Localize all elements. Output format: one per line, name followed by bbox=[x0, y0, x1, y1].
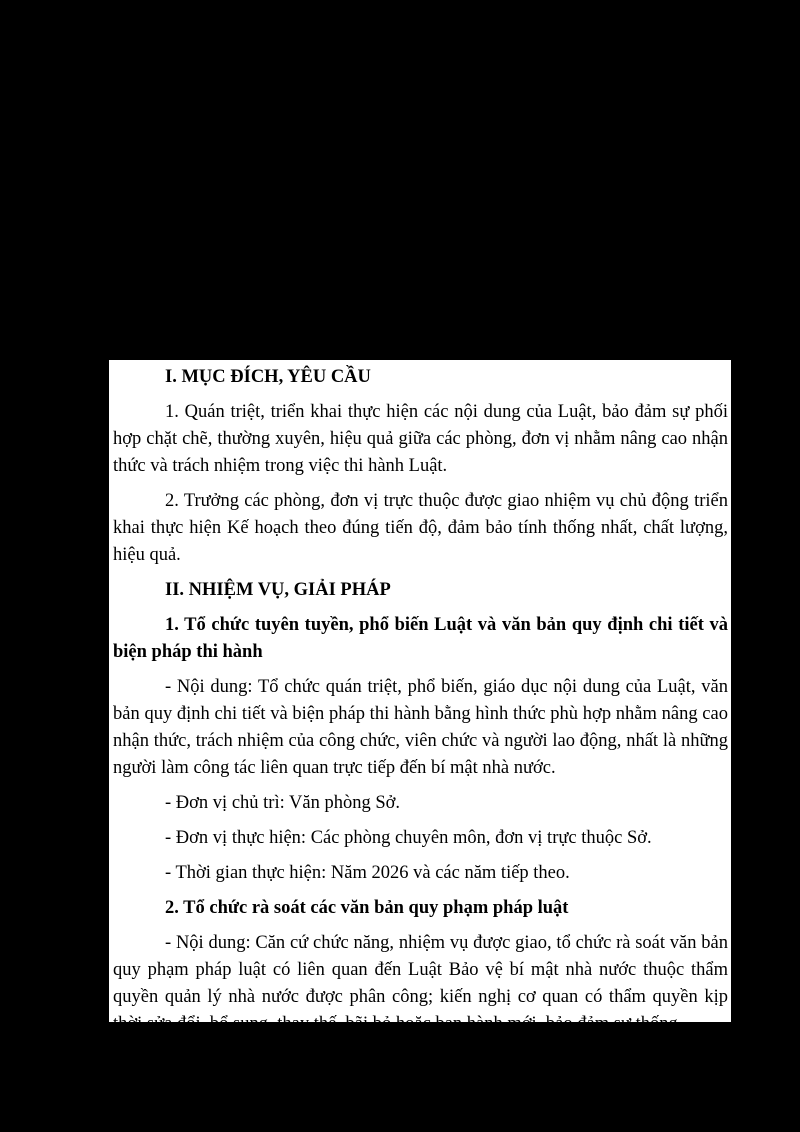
task-1-executing-unit: - Đơn vị thực hiện: Các phòng chuyên môn, đơn vị trực thuộc Sở. bbox=[165, 828, 652, 848]
section-heading-purpose: I. MỤC ĐÍCH, YÊU CẦU bbox=[165, 367, 371, 387]
document-page bbox=[109, 360, 731, 1034]
task-1-content: - Nội dung: Tổ chức quán triệt, phổ biến, giáo dục nội dung của Luật, văn bản quy định chi tiết và biện pháp thi hành bằng hình thức phù hợp nhằm nâng cao nhận thức, trách nhiệm của công chức, viên chức và người lao động, nhất là những người làm công tác liên quan trực tiếp đến bí mật nhà nước. bbox=[113, 677, 728, 778]
task-1-title: 1. Tổ chức tuyên tuyền, phổ biến Luật và văn bản quy định chi tiết và biện pháp thi hành bbox=[113, 615, 728, 662]
section-heading-tasks: II. NHIỆM VỤ, GIẢI PHÁP bbox=[165, 580, 391, 600]
task-2-content: - Nội dung: Căn cứ chức năng, nhiệm vụ được giao, tổ chức rà soát văn bản quy phạm pháp luật có liên quan đến Luật Bảo vệ bí mật nhà nước thuộc thẩm quyền quản lý nhà nước được phân công; kiến nghị cơ quan có thẩm quyền kịp thời sửa đổi, bổ sung, thay thế, bãi bỏ hoặc ban hành mới, bảo đảm sự thống bbox=[113, 933, 728, 1034]
paragraph-purpose-2: 2. Trưởng các phòng, đơn vị trực thuộc được giao nhiệm vụ chủ động triển khai thực hiện Kế hoạch theo đúng tiến độ, đảm bảo tính thống nhất, chất lượng, hiệu quả. bbox=[113, 491, 728, 565]
task-1-lead-unit: - Đơn vị chủ trì: Văn phòng Sở. bbox=[165, 793, 401, 813]
task-1-timeline: - Thời gian thực hiện: Năm 2026 và các năm tiếp theo. bbox=[165, 863, 570, 883]
task-2-title: 2. Tổ chức rà soát các văn bản quy phạm pháp luật bbox=[165, 898, 569, 918]
paragraph-purpose-1: 1. Quán triệt, triển khai thực hiện các nội dung của Luật, bảo đảm sự phối hợp chặt chẽ, thường xuyên, hiệu quả giữa các phòng, đơn vị nhằm nâng cao nhận thức và trách nhiệm trong việc thi hành Luật. bbox=[113, 402, 728, 476]
